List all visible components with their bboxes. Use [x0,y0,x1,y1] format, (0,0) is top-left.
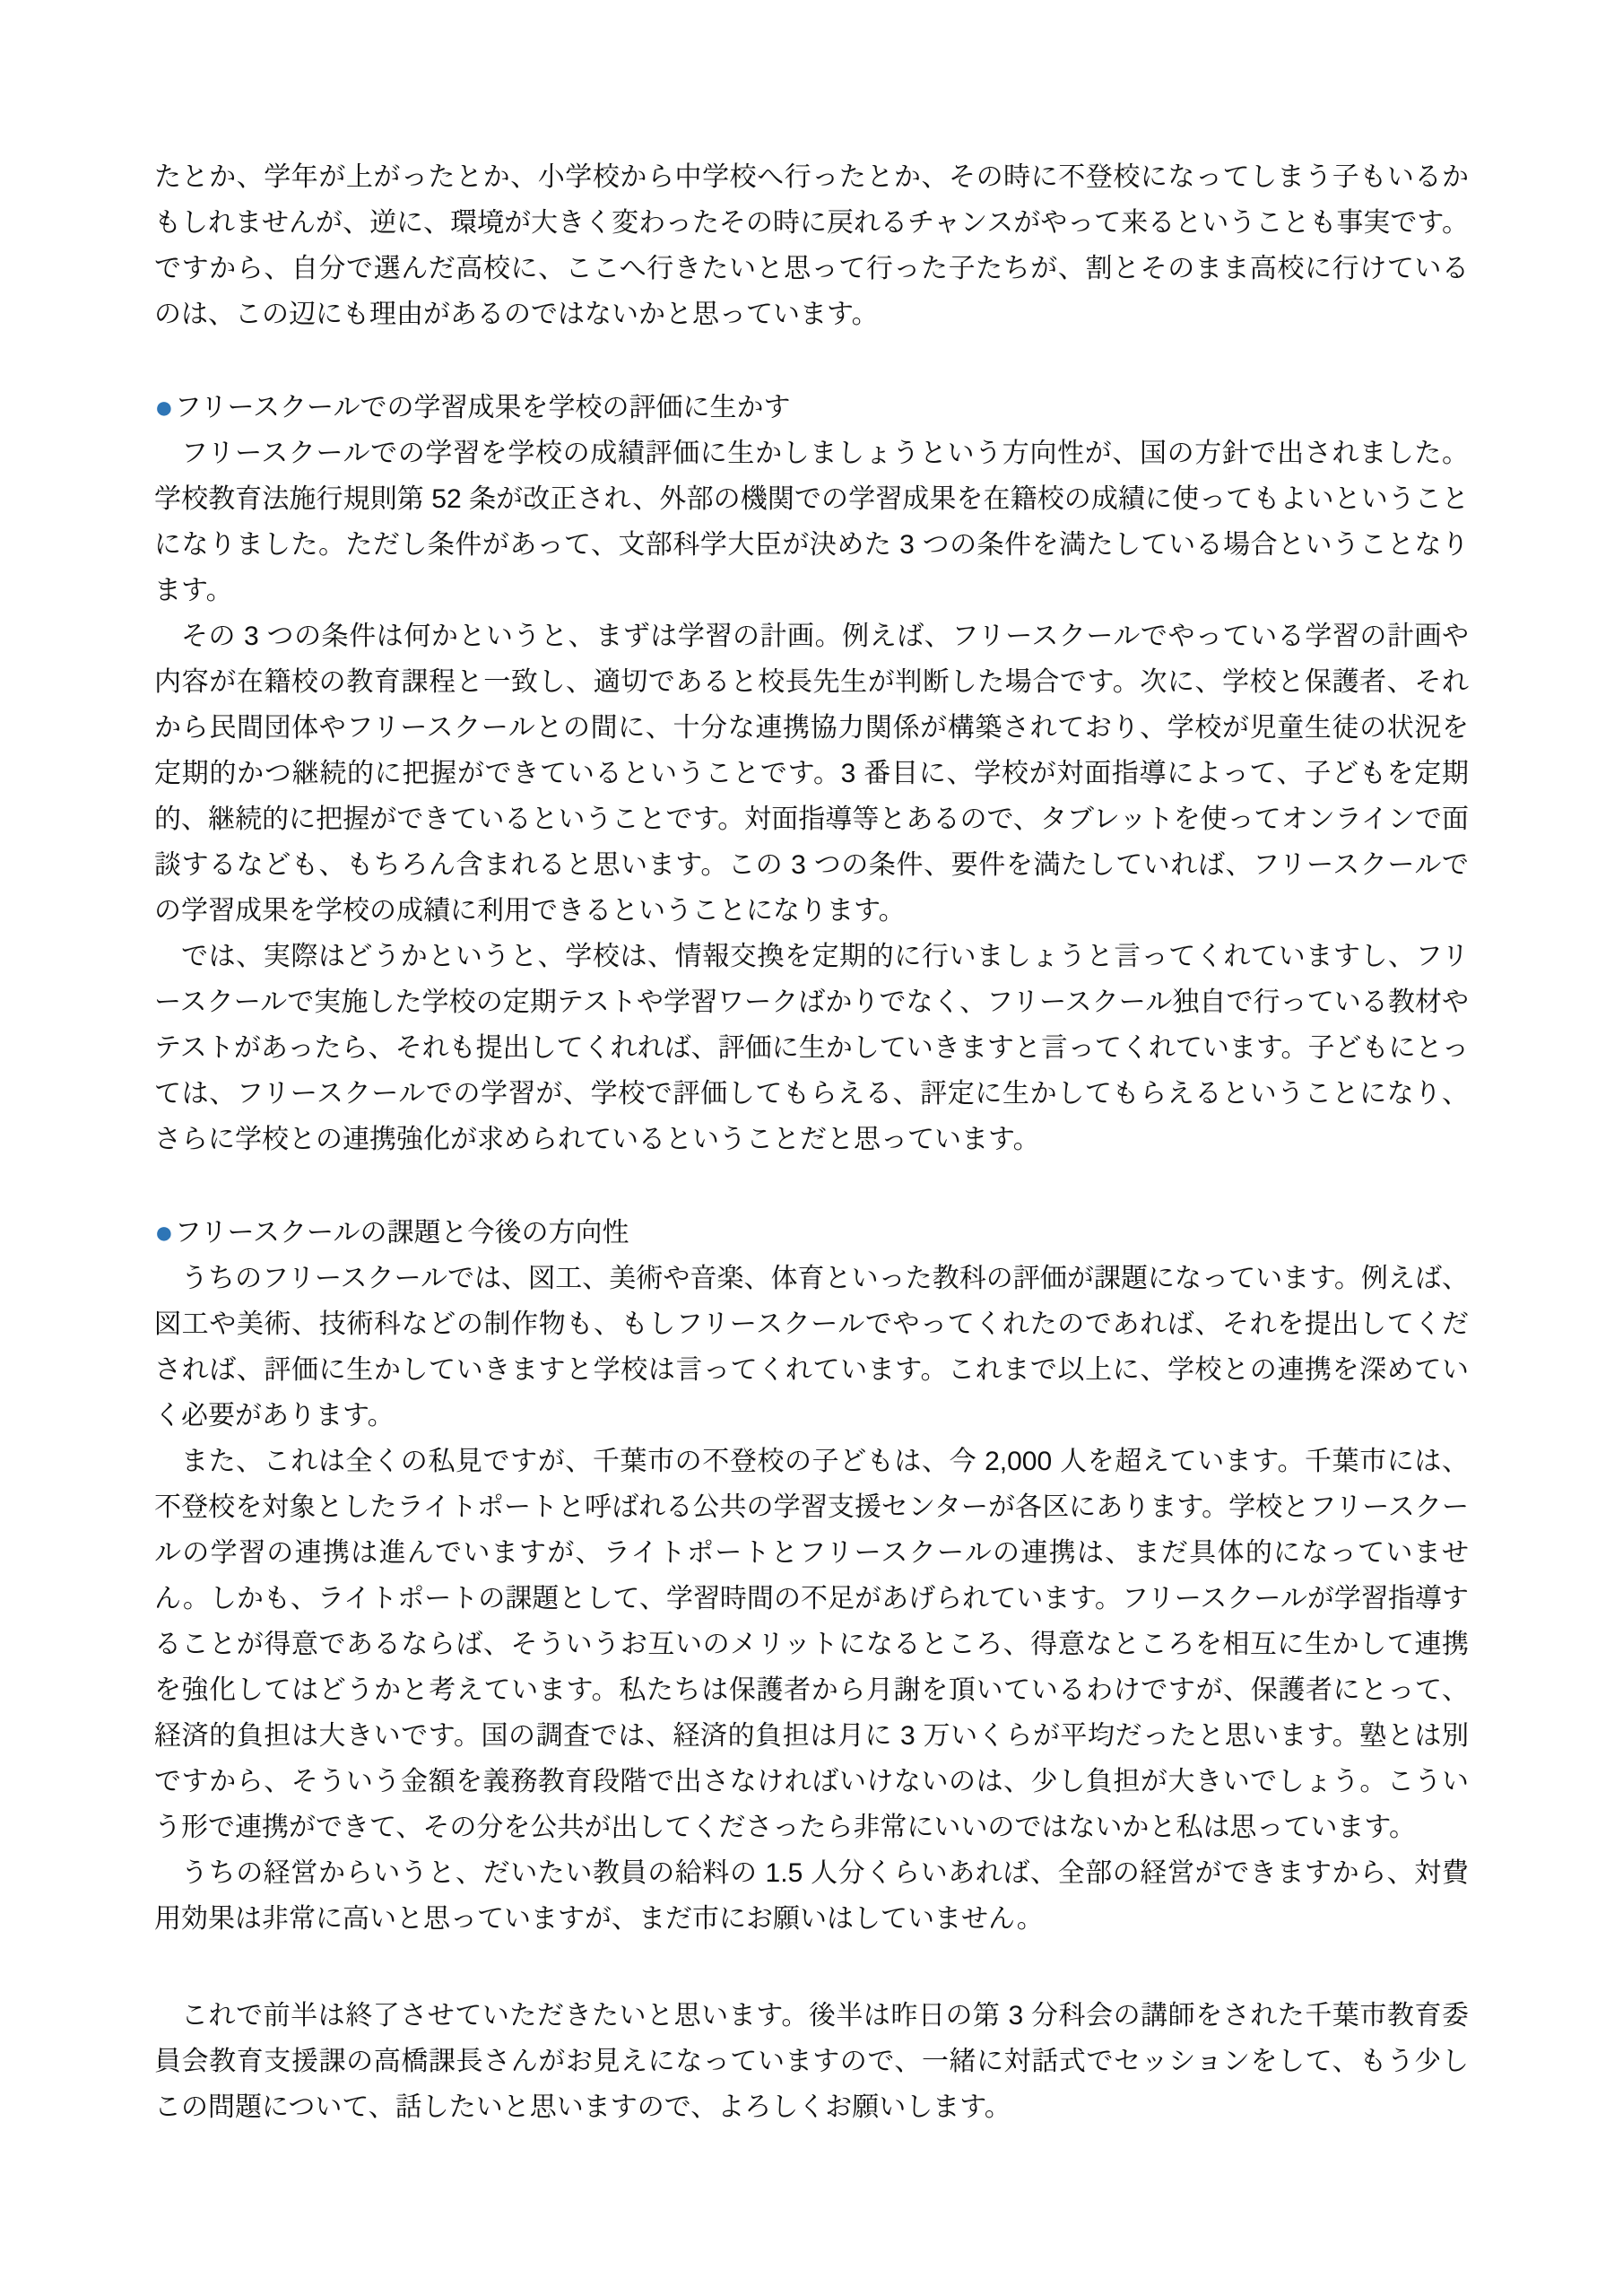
section-heading-evaluation [154,385,1469,430]
paragraph: その 3 つの条件は何かというと、まずは学習の計画。例えば、フリースクールでやっている学習の計画や内容が在籍校の教育課程と一致し、適切であると校長先生が判断した場合です。次に、学校と保護者、それから民間団体やフリースクールとの間に、十分な連携協力関係が構築されており、学校が児童生徒の状況を定期的かつ継続的に把握ができているということです。3 番目に、学校が対面指導によって、子どもを定期的、継続的に把握ができているということです。対面指導等とあるので、タブレットを使ってオンラインで面談するなども、もちろん含まれると思います。この 3 つの条件、要件を満たしていれば、フリースクールでの学習成果を学校の成績に利用できるということになります。 [154,622,1469,926]
paragraph-continuation: たとか、学年が上がったとか、小学校から中学校へ行ったとか、その時に不登校になってしまう子もいるかもしれませんが、逆に、環境が大きく変わったその時に戻れるチャンスがやって来るということも事実です。ですから、自分で選んだ高校に、ここへ行きたいと思って行った子たちが、割とそのまま高校に行けているのは、この辺にも理由があるのではないかと思っています。 [154,162,1469,329]
section-heading-text: フリースクールでの学習成果を学校の評価に生かす [174,393,791,422]
section-heading-issues [154,1210,1469,1256]
paragraph: フリースクールでの学習を学校の成績評価に生かしましょうという方向性が、国の方針で出されました。学校教育法施行規則第 52 条が改正され、外部の機関での学習成果を在籍校の成績に使ってもよいということになりました。ただし条件があって、文部科学大臣が決めた 3 つの条件を満たしている場合ということなります。 [154,439,1470,605]
paragraph: では、実際はどうかというと、学校は、情報交換を定期的に行いましょうと言ってくれていますし、フリースクールで実施した学校の定期テストや学習ワークばかりでなく、フリースクール独自で行っている教材やテストがあったら、それも提出してくれれば、評価に生かしていきますと言ってくれています。子どもにとっては、フリースクールでの学習が、学校で評価してもらえる、評定に生かしてもらえるということになり、さらに学校との連携強化が求められているということだと思っています。 [154,942,1469,1154]
paragraph: うちの経営からいうと、だいたい教員の給料の 1.5 人分くらいあれば、全部の経営ができますから、対費用効果は非常に高いと思っていますが、まだ市にお願いはしていません。 [154,1858,1469,1934]
paragraph: また、これは全くの私見ですが、千葉市の不登校の子どもは、今 2,000 人を超えています。千葉市には、不登校を対象としたライトポートと呼ばれる公共の学習支援センターが各区にあります。学校とフリースクールの学習の連携は進んでいますが、ライトポートとフリースクールの連携は、まだ具体的になっていません。しかも、ライトポートの課題として、学習時間の不足があげられています。フリースクールが学習指導することが得意であるならば、そういうお互いのメリットになるところ、得意なところを相互に生かして連携を強化してはどうかと考えています。私たちは保護者から月謝を頂いているわけですが、保護者にとって、経済的負担は大きいです。国の調査では、経済的負担は月に 3 万いくらが平均だったと思います。塾とは別ですから、そういう金額を義務教育段階で出さなければいけないのは、少し負担が大きいでしょう。こういう形で連携ができて、その分を公共が出してくださったら非常にいいのではないかと私は思っています。 [154,1447,1469,1842]
bullet-icon: ● [154,1213,174,1251]
paragraph-closing: これで前半は終了させていただきたいと思います。後半は昨日の第 3 分科会の講師をされた千葉市教育委員会教育支援課の高橋課長さんがお見えになっていますので、一緒に対話式でセッションをして、もう少しこの問題について、話したいと思いますので、よろしくお願いします。 [154,2001,1469,2122]
section-heading-text: フリースクールの課題と今後の方向性 [174,1218,629,1248]
bullet-icon: ● [154,388,174,426]
paragraph: うちのフリースクールでは、図工、美術や音楽、体育といった教科の評価が課題になっています。例えば、図工や美術、技術科などの制作物も、もしフリースクールでやってくれたのであれば、それを提出してくだされば、評価に生かしていきますと学校は言ってくれています。これまで以上に、学校との連携を深めていく必要があります。 [154,1264,1469,1431]
